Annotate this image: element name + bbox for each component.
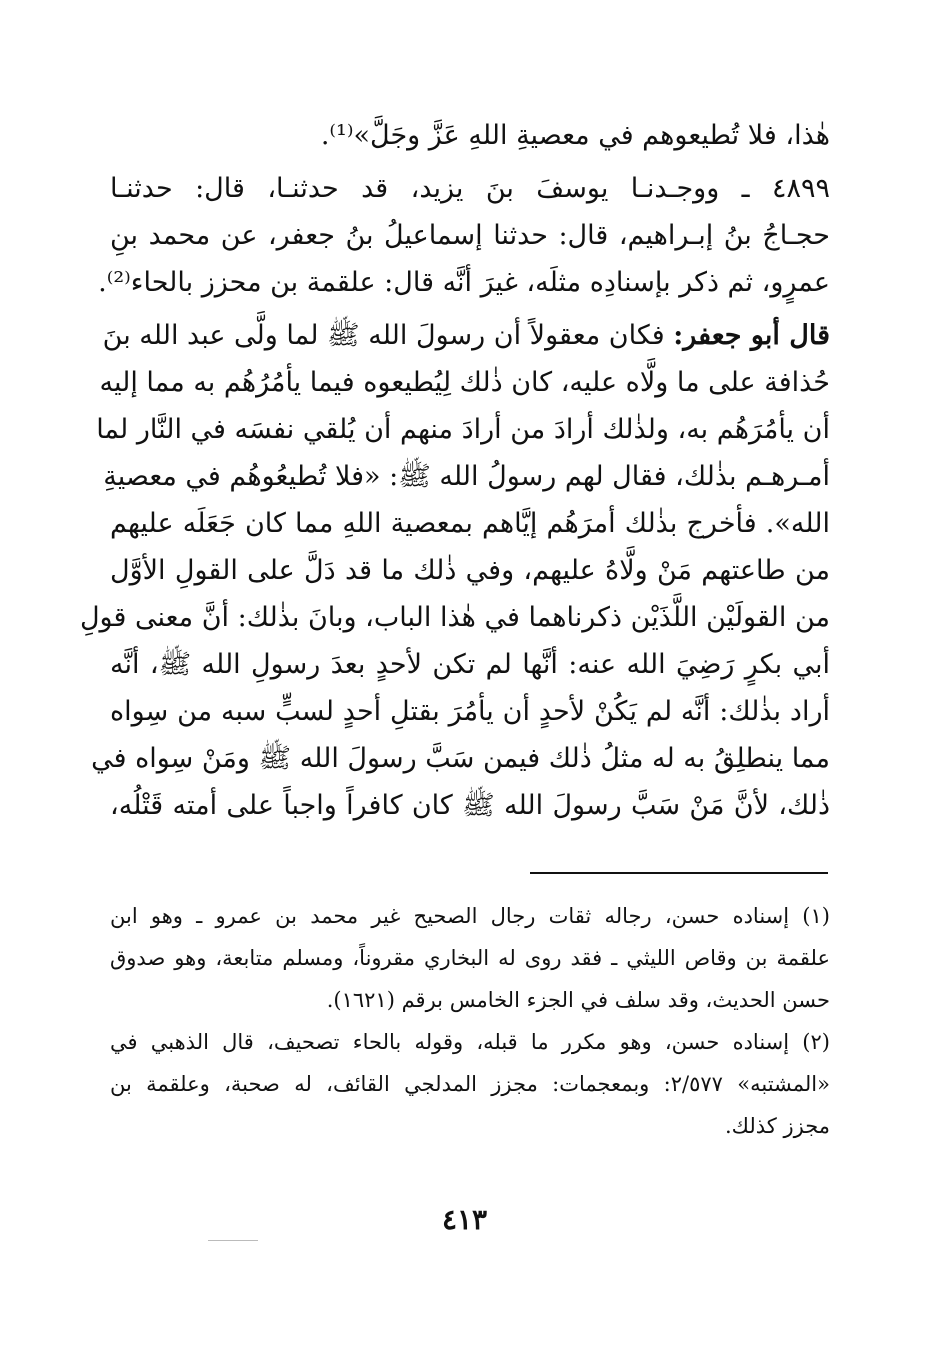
page-number: ٤١٣ bbox=[441, 1203, 488, 1236]
text-line: ذٰلك، لأنَّ مَنْ سَبَّ رسولَ الله ﷺ كان كافراً واجباً على أمته قَتْلُه، bbox=[110, 790, 830, 821]
text-line: هٰذا، فلا تُطيعوهم في معصيةِ اللهِ عَزَّ وجَلَّ»⁽¹⁾. bbox=[320, 120, 830, 151]
text-line: مما ينطلِقُ به له مثلُ ذٰلك فيمن سَبَّ رسولَ الله ﷺ ومَنْ سِواه في bbox=[91, 743, 830, 774]
text-line: عمرٍو، ثم ذكر بإسنادِه مثلَه، غيرَ أنَّه قال: علقمة بن محزز بالحاء⁽²⁾. bbox=[98, 267, 830, 298]
footnote-separator bbox=[530, 872, 828, 874]
text-line: أبي بكرٍ رَضِيَ الله عنه: أنَّها لم تكن لأحدٍ بعدَ رسولِ الله ﷺ، أنَّه bbox=[110, 649, 830, 680]
text-line: أن يأمُرَهُم به، ولذٰلك أرادَ من أرادَ منهم أن يُلقي نفسَه في النَّار لما bbox=[96, 414, 830, 445]
main-text bbox=[79, 112, 830, 829]
footnote-line: علقمة بن وقاص الليثي ـ فقد روى له البخاري مقروناً، ومسلم متابعة، وهو صدوق bbox=[110, 946, 830, 970]
text-line: من القولَيْن اللَّذَيْن ذكرناهما في هٰذا الباب، وبانَ بذٰلك: أنَّ معنى قولِ bbox=[79, 602, 830, 633]
footnote-line: (٢) إسناده حسن، وهو مكرر ما قبله، وقوله بالحاء تصحيف، قال الذهبي في bbox=[110, 1030, 830, 1054]
text-line: أمـرهـم بذٰلك، فقال لهم رسولُ الله ﷺ: «فلا تُطيعُوهُم في معصيةِ bbox=[103, 461, 830, 492]
text-segment: فكان معقولاً أن رسولَ الله ﷺ لما ولَّى عبد الله بنَ bbox=[102, 320, 665, 351]
scan-mark bbox=[208, 1240, 258, 1241]
text-line: ٤٨٩٩ ـ ووجـدنـا يوسفَ بنَ يزيد، قد حدثنـا، قال: حدثنـا bbox=[110, 173, 830, 204]
text-line: حُذافة على ما ولَّاه عليه، كان ذٰلك لِيُطيعوه فيما يأمُرُهُم به مما إليه bbox=[99, 367, 830, 398]
speaker-label: قال أبو جعفر: bbox=[673, 320, 830, 351]
footnote-line: حسن الحديث، وقد سلف في الجزء الخامس برقم (١٦٢١). bbox=[326, 988, 830, 1012]
footnote-line: (١) إسناده حسن، رجاله ثقات رجال الصحيح غير محمد بن عمرو ـ وهو ابن bbox=[110, 904, 830, 928]
text-line: أراد بذٰلك: أنَّه لم يَكُنْ لأحدٍ أن يأمُرَ بقتلِ أحدٍ لسبٍّ سبه من سِواه bbox=[110, 696, 830, 727]
footnote-line: مجزز كذلك. bbox=[725, 1114, 830, 1138]
text-line: من طاعتهم مَنْ ولَّاهُ عليهم، وفي ذٰلك ما قد دَلَّ على القولِ الأوَّل bbox=[110, 555, 830, 586]
text-line bbox=[102, 312, 830, 359]
text-line: حجـاجُ بنُ إبـراهيم، قال: حدثنا إسماعيلُ بنُ جعفر، عن محمد بنِ bbox=[110, 220, 830, 251]
footnotes bbox=[110, 895, 830, 1147]
text-line: الله». فأخرج بذٰلك أمرَهُم إيَّاهم بمعصية اللهِ مما كان جَعَلَه عليهم bbox=[110, 508, 830, 539]
footnote-line: «المشتبه» ٢/٥٧٧: وبمعجمات: مجزز المدلجي القائف، له صحبة، وعلقمة بن bbox=[110, 1072, 830, 1096]
